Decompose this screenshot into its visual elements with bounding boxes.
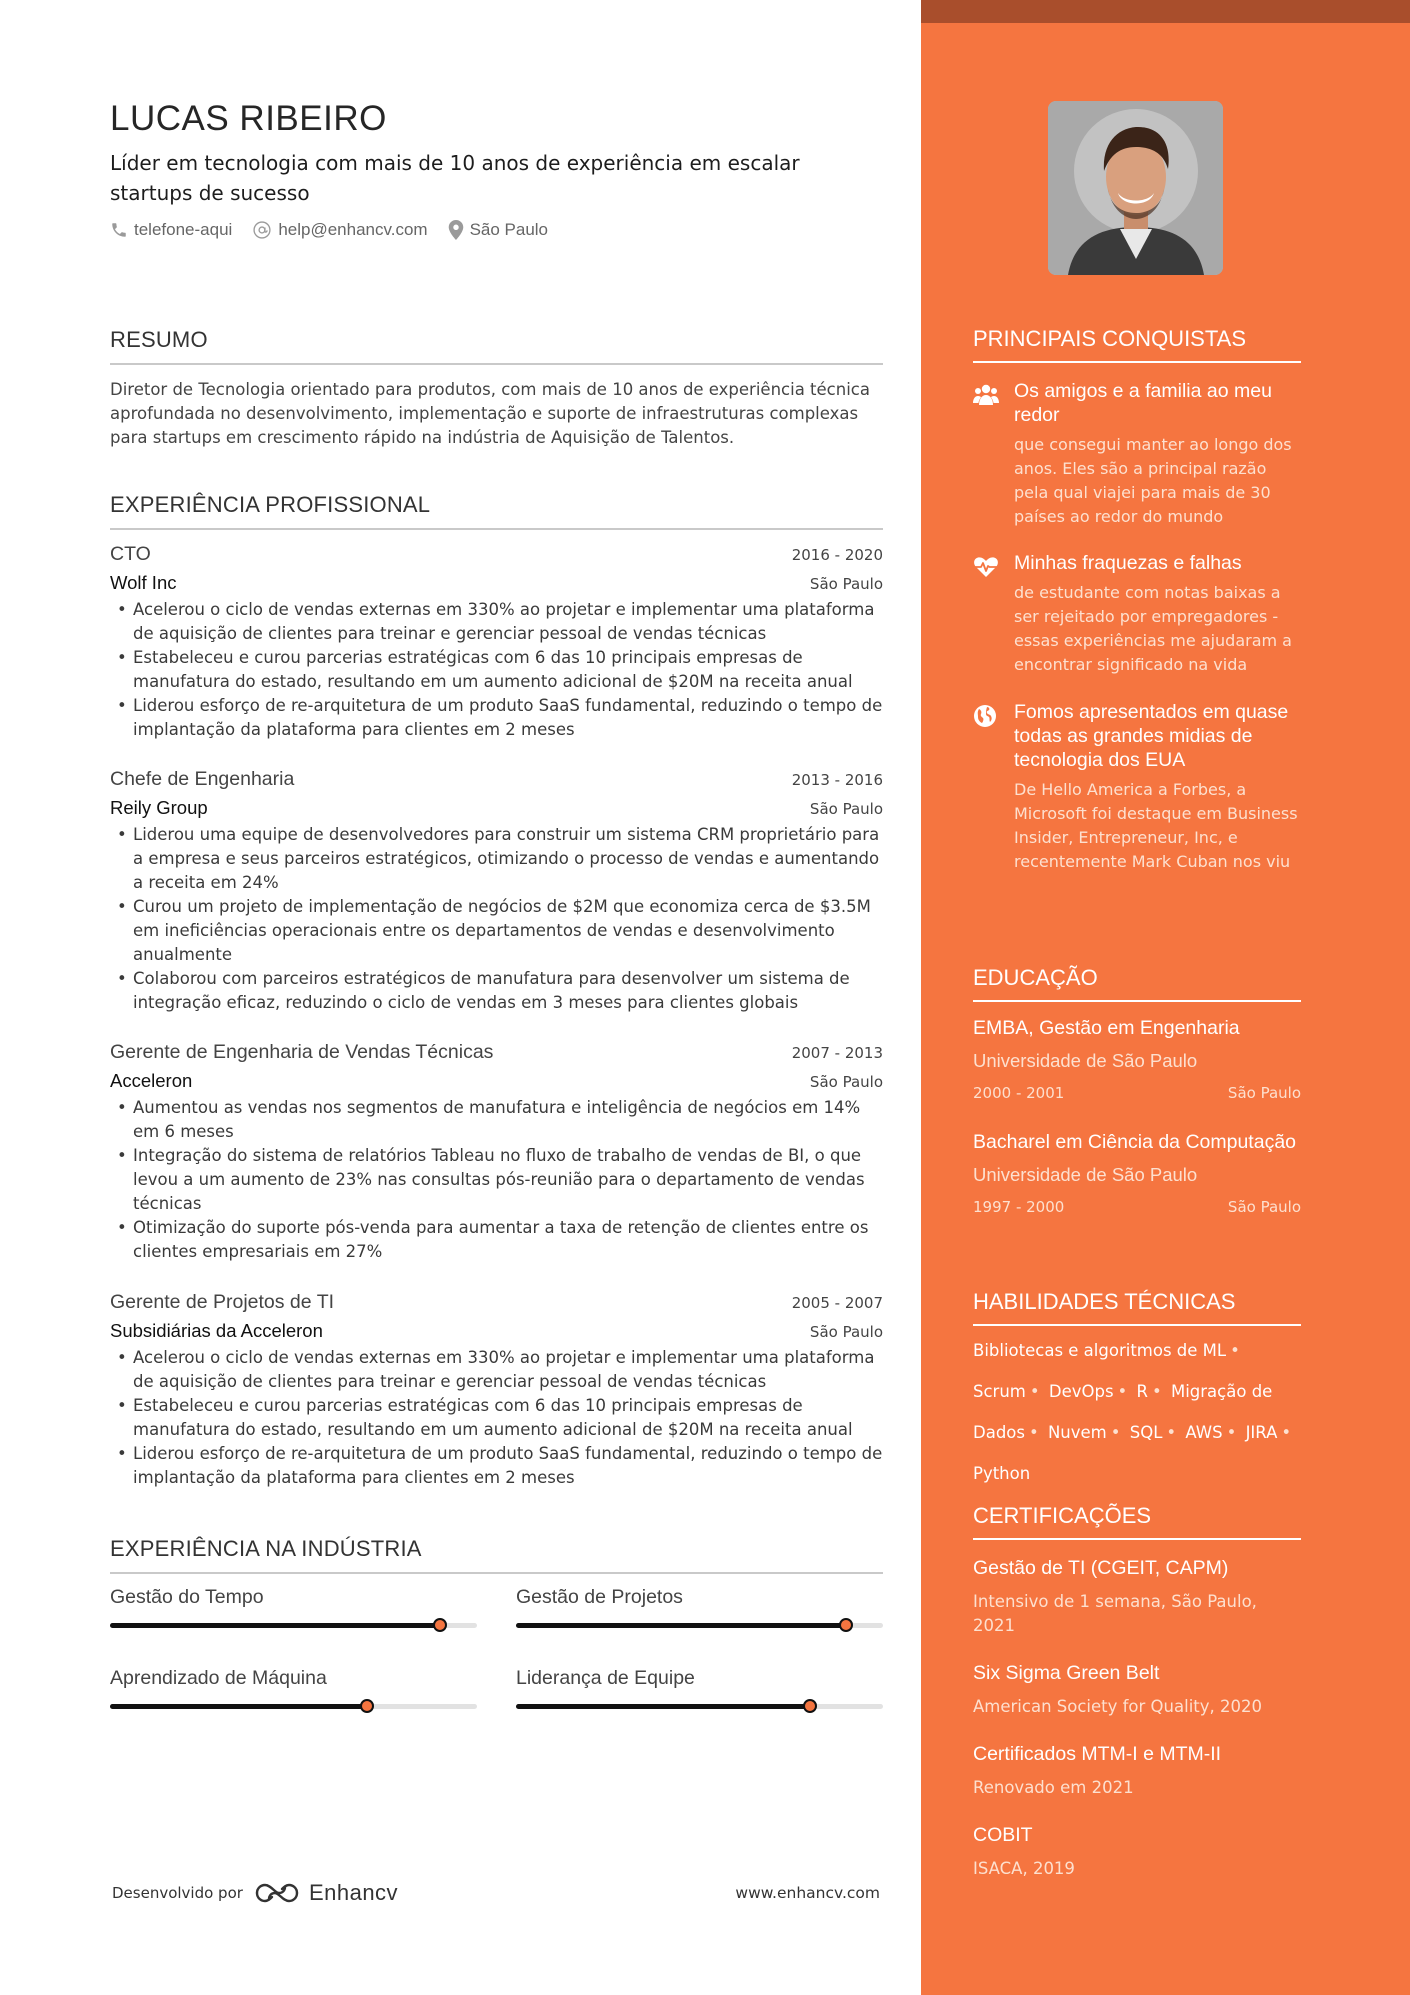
job-company: Reily Group [110,797,208,818]
education-title: EDUCAÇÃO [973,965,1301,1002]
job-bullets [110,823,883,1015]
summary-title: RESUMO [110,327,883,365]
achievement-desc: De Hello America a Forbes, a Microsoft foi destaque em Business Insider, Entrepreneur, Inc, e recentemente Mark Cuban nos viu [1014,780,1298,871]
job-title: Gerente de Projetos de TI [110,1291,335,1313]
job-bullet: • Liderou esforço de re-arquitetura de um produto SaaS fundamental, reduzindo o tempo de implantação da plataforma para clientes em 2 meses [110,694,883,742]
globe-icon [973,704,999,728]
job-location: São Paulo [809,1323,883,1341]
tech-skill: DevOps [1048,1382,1114,1401]
phone-text: telefone-aqui [134,220,233,239]
achievement-item [973,700,1303,874]
skill-bar-knob [360,1699,374,1713]
achievement-desc: que consegui manter ao longo dos anos. Eles são a principal razão pela qual viajei para mais de 30 países ao redor do mundo [1014,435,1292,526]
job-location: São Paulo [809,575,883,593]
brand-name: Enhancv [308,1880,399,1905]
job-dates: 2005 - 2007 [791,1294,883,1312]
job-dates: 2007 - 2013 [791,1044,883,1062]
certification-item [973,1661,1301,1719]
sidebar [921,0,1410,1995]
tech-skill: Bibliotecas e algoritmos de ML [973,1341,1227,1360]
location-text: São Paulo [469,220,549,239]
job-bullet: • Acelerou o ciclo de vendas externas em 330% ao projetar e implementar uma plataforma de aquisição de clientes para treinar e gerenciar pessoal de vendas técnicas [110,598,883,646]
job-location: São Paulo [809,800,883,818]
heartbeat-icon [973,555,999,579]
certification-name: Certificados MTM-I e MTM-II [973,1743,1222,1765]
job-entry [110,1291,883,1490]
job-entry [110,768,883,1015]
achievement-item [973,379,1303,529]
skill-bar-track [110,1623,477,1628]
skill-name: Aprendizado de Máquina [110,1667,327,1689]
industry-skill [516,1586,883,1628]
footer-url[interactable]: www.enhancv.com [735,1884,880,1902]
certification-detail: Intensivo de 1 semana, São Paulo, 2021 [973,1592,1257,1635]
sidebar-top-bar [921,0,1410,23]
education-item [973,1016,1301,1102]
certification-detail: ISACA, 2019 [973,1859,1075,1878]
industry-skill [110,1667,477,1709]
email-text[interactable]: help@enhancv.com [278,220,428,239]
skill-bar-knob [433,1618,447,1632]
tech-skill: SQL [1129,1423,1163,1442]
education-item [973,1130,1301,1216]
job-dates: 2013 - 2016 [791,771,883,789]
phone-icon [110,221,128,239]
job-bullets [110,1096,883,1264]
skill-bar-fill [110,1704,367,1709]
contact-phone [110,220,232,240]
powered-by-text: Desenvolvido por [112,1884,243,1902]
skill-bar-fill [110,1623,440,1628]
tech-skill: AWS [1185,1423,1223,1442]
education-degree: Bacharel em Ciência da Computação [973,1131,1297,1153]
certification-name: COBIT [973,1824,1033,1846]
experience-title: EXPERIÊNCIA PROFISSIONAL [110,492,883,530]
education-degree: EMBA, Gestão em Engenharia [973,1017,1240,1039]
job-bullet: • Integração do sistema de relatórios Tableau no fluxo de trabalho de vendas de BI, o que levou a um aumento de 23% nas consultas pós-reunião para o departamento de vendas técnicas [110,1144,883,1216]
tech-skill: R [1136,1382,1148,1401]
certifications-title: CERTIFICAÇÕES [973,1503,1301,1540]
job-bullet: • Liderou uma equipe de desenvolvedores para construir um sistema CRM proprietário para a empresa e seus parceiros estratégicos, otimizando o processo de vendas e aumentando a receita em 24% [110,823,883,895]
industry-skill [110,1586,477,1628]
summary-text: Diretor de Tecnologia orientado para produtos, com mais de 10 anos de experiência técnica aprofundada no desenvolvimento, implementação e suporte de infraestruturas complexas para startups em crescimento rápido na indústria de Aquisição de Talentos. [110,380,870,447]
job-company: Wolf Inc [110,572,177,593]
job-title: CTO [110,543,151,565]
achievements-title: PRINCIPAIS CONQUISTAS [973,326,1301,363]
achievement-title: Minhas fraquezas e falhas [1014,552,1242,574]
job-bullets [110,1346,883,1490]
job-bullet: • Estabeleceu e curou parcerias estratégicas com 6 das 10 principais empresas de manufatura do estado, resultando em um aumento adicional de $20M na receita anual [110,1394,883,1442]
tech-skills-title: HABILIDADES TÉCNICAS [973,1289,1301,1326]
footer [112,1880,880,1906]
job-bullet: • Acelerou o ciclo de vendas externas em 330% ao projetar e implementar uma plataforma de aquisição de clientes para treinar e gerenciar pessoal de vendas técnicas [110,1346,883,1394]
tech-skill: JIRA [1245,1423,1278,1442]
skill-bar-fill [516,1623,846,1628]
education-location: São Paulo [1227,1084,1301,1102]
job-company: Acceleron [110,1070,193,1091]
candidate-name: LUCAS RIBEIRO [110,99,387,138]
achievement-desc: de estudante com notas baixas a ser rejeitado por empregadores - essas experiências me ajudaram a encontrar significado na vida [1014,583,1292,674]
certification-item [973,1556,1301,1638]
job-bullet: • Curou um projeto de implementação de negócios de $2M que economiza cerca de $3.5M em ineficiências operacionais entre os departamentos de vendas e desenvolvimento anualmente [110,895,883,967]
tech-skill: Migração de Dados [973,1382,1273,1442]
industry-skill [516,1667,883,1709]
certification-item [973,1823,1301,1881]
at-icon [252,220,272,240]
job-location: São Paulo [809,1073,883,1091]
achievement-title: Fomos apresentados em quase todas as grandes midias de tecnologia dos EUA [1014,701,1289,771]
industry-title: EXPERIÊNCIA NA INDÚSTRIA [110,1536,883,1574]
job-bullets [110,598,883,742]
enhancv-logo-icon [253,1880,301,1906]
achievement-title: Os amigos e a familia ao meu redor [1014,380,1272,426]
skill-bar-track [110,1704,477,1709]
tech-skill: Nuvem [1047,1423,1107,1442]
skill-name: Gestão de Projetos [516,1586,683,1608]
job-bullet: • Estabeleceu e curou parcerias estratégicas com 6 das 10 principais empresas de manufatura do estado, resultando em um aumento adicional de $20M na receita anual [110,646,883,694]
job-entry [110,1041,883,1264]
job-entry [110,543,883,742]
skill-bar-knob [803,1699,817,1713]
contact-bar [110,220,568,240]
location-pin-icon [448,220,464,240]
education-dates: 1997 - 2000 [973,1198,1065,1216]
certification-name: Gestão de TI (CGEIT, CAPM) [973,1557,1229,1579]
education-dates: 2000 - 2001 [973,1084,1065,1102]
headline: Líder em tecnologia com mais de 10 anos de experiência em escalar startups de sucesso [110,151,800,205]
skill-name: Liderança de Equipe [516,1667,695,1689]
certification-name: Six Sigma Green Belt [973,1662,1160,1684]
job-dates: 2016 - 2020 [791,546,883,564]
job-bullet: • Liderou esforço de re-arquitetura de um produto SaaS fundamental, reduzindo o tempo de implantação da plataforma para clientes em 2 meses [110,1442,883,1490]
footer-brand [112,1880,398,1906]
avatar [1048,101,1223,275]
skill-bar-knob [839,1618,853,1632]
certification-detail: Renovado em 2021 [973,1778,1134,1797]
tech-skill: Scrum [973,1382,1026,1401]
job-bullet: • Aumentou as vendas nos segmentos de manufatura e inteligência de negócios em 14% em 6 meses [110,1096,883,1144]
job-bullet: • Otimização do suporte pós-venda para aumentar a taxa de retenção de clientes entre os clientes empresariais em 27% [110,1216,883,1264]
certification-item [973,1742,1301,1800]
job-bullet: • Colaborou com parceiros estratégicos de manufatura para desenvolver um sistema de integração eficaz, reduzindo o ciclo de vendas em 3 meses para clientes globais [110,967,883,1015]
job-company: Subsidiárias da Acceleron [110,1320,323,1341]
education-school: Universidade de São Paulo [973,1050,1198,1071]
tech-skill: Python [973,1464,1031,1483]
contact-location [448,220,548,240]
skill-bar-track [516,1704,883,1709]
profile-photo [1048,101,1223,275]
achievement-item [973,551,1303,677]
users-icon [973,383,999,407]
certification-detail: American Society for Quality, 2020 [973,1697,1262,1716]
job-title: Chefe de Engenharia [110,768,295,790]
skill-bar-fill [516,1704,810,1709]
education-location: São Paulo [1227,1198,1301,1216]
tech-skills-list: Bibliotecas e algoritmos de ML • Scrum • DevOps • R • Migração de Dados • Nuvem • SQL • AWS • JIRA • Python [973,1341,1292,1483]
skill-name: Gestão do Tempo [110,1586,264,1608]
education-school: Universidade de São Paulo [973,1164,1198,1185]
skill-bar-track [516,1623,883,1628]
contact-email[interactable] [252,220,427,240]
job-title: Gerente de Engenharia de Vendas Técnicas [110,1041,494,1063]
